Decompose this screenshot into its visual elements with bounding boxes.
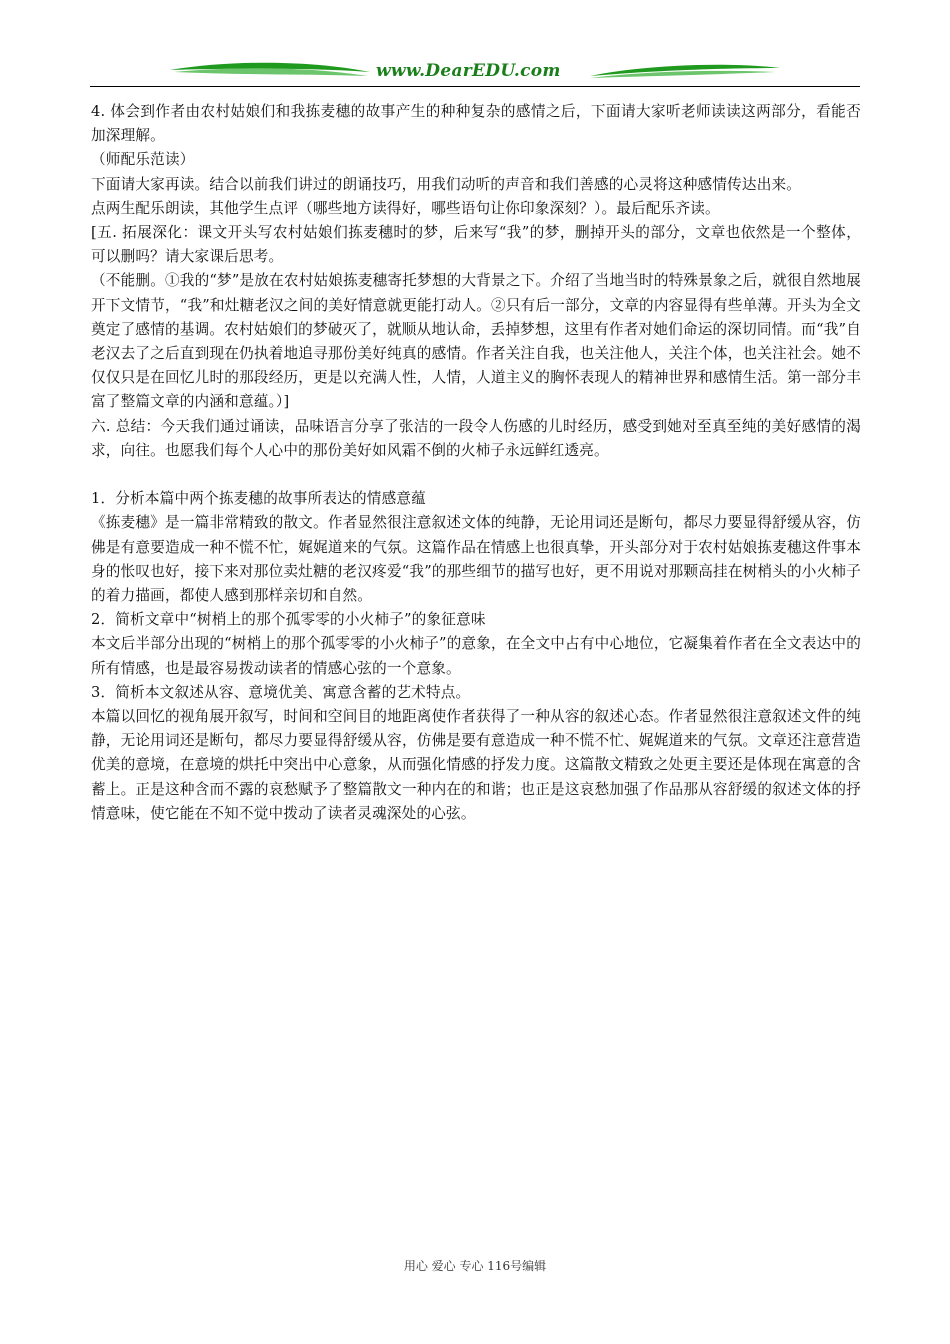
header-rule	[90, 86, 860, 87]
page-footer: 用心 爱心 专心 116号编辑	[403, 1259, 547, 1273]
paragraph-section-5: [五. 拓展深化：课文开头写农村姑娘们拣麦穗时的梦，后来写“我”的梦，删掉开头的部分，文章也依然是一个整体，可以删吗？请大家课后思考。	[91, 224, 861, 266]
site-logo-text: www.DearEDU.com	[376, 61, 561, 81]
question-3-answer: 本篇以回忆的视角展开叙写，时间和空间目的地距离使作者获得了一种从容的叙述心态。作者显然很注意叙述文件的纯静，无论用词还是断句，都尽力要显得舒缓从容，仿佛是要有意造成一种不慌不忙、娓娓道来的气氛。文章还注意营造优美的意境，在意境的烘托中突出中心意象，从而强化情感的抒发力度。这篇散文精致之处更主要还是体现在寓意的含蓄上。正是这种含而不露的哀愁赋予了整篇散文一种内在的和谐；也正是这哀愁加强了作品那从容舒缓的叙述文体的抒情意味，使它能在不知不觉中拨动了读者灵魂深处的心弦。	[91, 708, 861, 822]
question-3-heading: 3．简析本文叙述从容、意境优美、寓意含蓄的艺术特点。	[91, 683, 471, 701]
paragraph-section-6-summary: 六. 总结：今天我们通过诵读，品味语言分享了张洁的一段令人伤感的儿时经历，感受到她对至真至纯的美好感情的渴求，向往。也愿我们每个人心中的那份美好如风霜不倒的火柿子永远鲜红透亮。	[91, 417, 861, 459]
page-header	[90, 58, 860, 90]
paragraph-students-reread: 下面请大家再读。结合以前我们讲过的朗诵技巧，用我们动听的声音和我们善感的心灵将这种感情传达出来。	[91, 175, 802, 193]
paragraph-teacher-reading: （师配乐范读）	[91, 151, 195, 169]
document-body	[91, 100, 861, 826]
question-2-answer: 本文后半部分出现的“树梢上的那个孤零零的小火柿子”的意象，在全文中占有中心地位，它凝集着作者在全文表达中的所有情感，也是最容易拨动读者的情感心弦的一个意象。	[91, 635, 861, 677]
question-2-heading: 2．简析文章中“树梢上的那个孤零零的小火柿子”的象征意味	[91, 611, 486, 629]
question-1-heading: 1．分析本篇中两个拣麦穗的故事所表达的情感意蕴	[91, 490, 426, 508]
paragraph-step-4: 4. 体会到作者由农村姑娘们和我拣麦穗的故事产生的种种复杂的感情之后，下面请大家听老师读读这两部分，看能否加深理解。	[91, 103, 861, 145]
paragraph-student-reading: 点两生配乐朗读，其他学生点评（哪些地方读得好，哪些语句让你印象深刻？）。最后配乐齐读。	[91, 199, 720, 217]
question-1-answer: 《拣麦穗》是一篇非常精致的散文。作者显然很注意叙述文体的纯静，无论用词还是断句，都尽力要显得舒缓从容，仿佛是有意要造成一种不慌不忙，娓娓道来的气氛。这篇作品在情感上也很真挚，开头部分对于农村姑娘拣麦穗这件事本身的怅叹也好，接下来对那位卖灶糖的老汉疼爱“我”的那些细节的描写也好，更不用说对那颗高挂在树梢头的小火柿子的着力描画，都使人感到那样亲切和自然。	[91, 514, 861, 605]
blank-line	[91, 463, 861, 487]
paragraph-section-5-answer: （不能删。①我的“梦”是放在农村姑娘拣麦穗寄托梦想的大背景之下。介绍了当地当时的特殊景象之后，就很自然地展开下文情节，“我”和灶糖老汉之间的美好情意就更能打动人。②只有后一部分，文章的内容显得有些单薄。开头为全文奠定了感情的基调。农村姑娘们的梦破灭了，就顺从地认命，丢掉梦想，这里有作者对她们命运的深切同情。而“我”自老汉去了之后直到现在仍执着地追寻那份美好纯真的感情。作者关注自我，也关注他人，关注个体，也关注社会。她不仅仅只是在回忆儿时的那段经历，更是以充满人性，人情，人道主义的胸怀表现人的精神世界和感情生活。第一部分丰富了整篇文章的内涵和意蕴。）]	[91, 272, 861, 411]
